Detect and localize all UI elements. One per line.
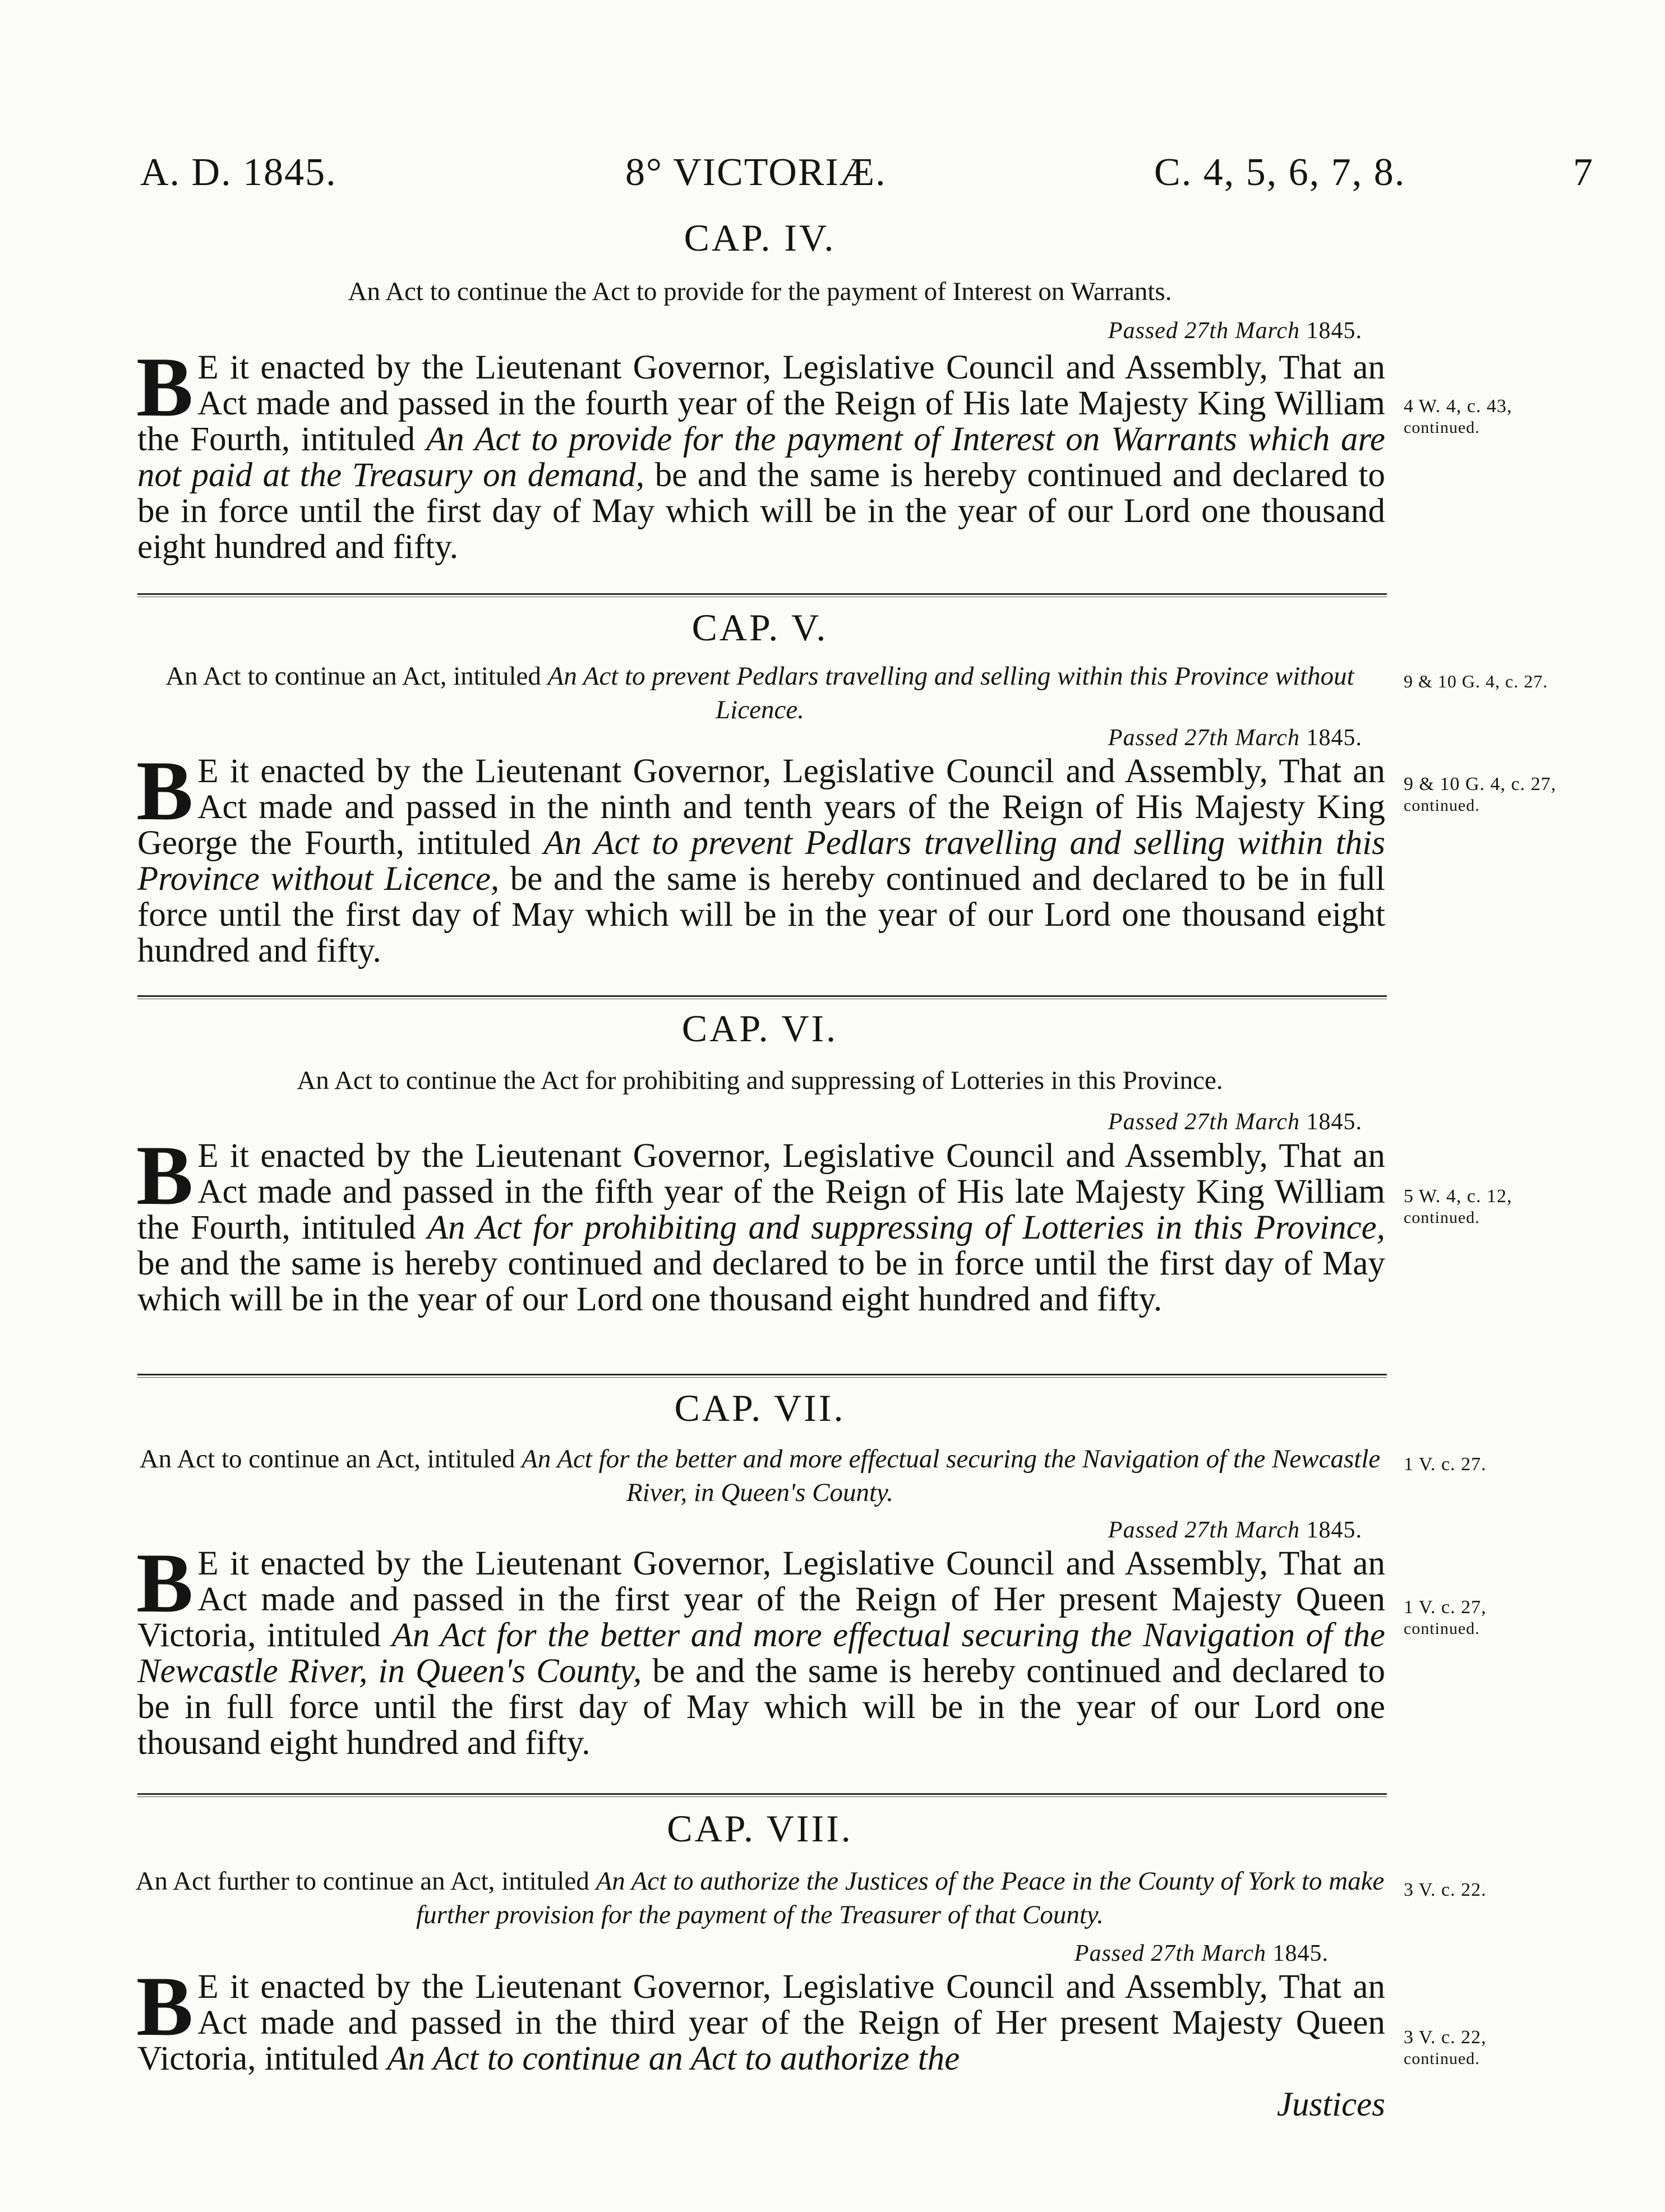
- act-title-cited-act: An Act to authorize the Justices of the Peace in the County of York to make further provision for the payment of the Treasurer of that County.: [416, 1867, 1385, 1929]
- act-body: [136, 744, 1385, 969]
- chapter-heading: CAP. V.: [691, 606, 828, 649]
- act-title-text: An Act to continue an Act, intituled: [139, 1444, 522, 1474]
- act-title: [129, 275, 1391, 308]
- chapter-heading: CAP. VII.: [674, 1387, 846, 1429]
- margin-note-status: continued.: [1404, 2049, 1480, 2068]
- act-body: [136, 1536, 1385, 1762]
- body-cited-act: An Act to provide for the payment of Interest on Warrants which are not paid at the Treasury on demand,: [137, 421, 1385, 494]
- margin-note-citation: 9 & 10 G. 4, c. 27,: [1404, 774, 1557, 795]
- title-margin-note: 9 & 10 G. 4, c. 27.: [1404, 671, 1548, 691]
- margin-note: [1404, 2027, 1487, 2070]
- passed-year: 1845.: [1306, 1109, 1362, 1135]
- drop-cap: B: [136, 744, 191, 838]
- act-title: [129, 1442, 1391, 1509]
- margin-note: [1404, 1597, 1487, 1640]
- act-title: [129, 659, 1391, 727]
- margin-note-citation: 5 W. 4, c. 12,: [1404, 1186, 1512, 1207]
- body-text-1: E it enacted by the Lieutenant Governor, Legislative Council and Assembly, That an Act made and passed in the third year of the Reign of Her present Majesty Queen Victoria, intituled: [137, 1968, 1385, 2077]
- drop-cap: B: [136, 1128, 191, 1222]
- body-cited-act: An Act for prohibiting and suppressing of Lotteries in this Province,: [427, 1209, 1385, 1246]
- body-text-1: E it enacted by the Lieutenant Governor, Legislative Council and Assembly, That an Act made and passed in the first year of the Reign of Her present Majesty Queen Victoria, intituled: [137, 1545, 1385, 1654]
- drop-cap: B: [136, 1536, 191, 1630]
- passed-year: 1845.: [1272, 1941, 1329, 1966]
- body-cited-act: An Act for the better and more effectual securing the Navigation of the Newcastle River, in Queen's County,: [137, 1617, 1385, 1690]
- act-title-text: An Act to continue the Act to provide for the payment of Interest on Warrants.: [348, 277, 1172, 306]
- act-body: [136, 1128, 1385, 1318]
- act-title-text: An Act further to continue an Act, intituled: [135, 1867, 596, 1896]
- body-cited-act: An Act to continue an Act to authorize the: [387, 2040, 960, 2077]
- passed-year: 1845.: [1306, 1517, 1362, 1543]
- section-divider: [137, 1374, 1387, 1378]
- section-divider: [137, 995, 1387, 999]
- passed-date: [1074, 1940, 1329, 1967]
- act-title-cited-act: An Act for the better and more effectual securing the Navigation of the Newcastle River, in Queen's County.: [522, 1444, 1381, 1507]
- body-text-2: be and the same is hereby continued and declared to be in full force until the first day of May which will be in the year of our Lord one thousand eight hundred and fifty.: [137, 1652, 1385, 1762]
- body-cited-act: An Act to prevent Pedlars travelling and selling within this Province without Licence,: [137, 824, 1385, 898]
- margin-note: [1404, 774, 1556, 816]
- passed-label: Passed 27th March: [1108, 1109, 1300, 1135]
- margin-note-status: continued.: [1404, 1208, 1480, 1227]
- title-margin-note: 3 V. c. 22.: [1404, 1879, 1487, 1900]
- section-divider: [137, 1793, 1387, 1797]
- body-text-2: be and the same is hereby continued and declared to be in force until the first day of May which will be in the year of our Lord one thousand eight hundred and fifty.: [137, 1245, 1385, 1318]
- page-number: 7: [1573, 151, 1594, 194]
- passed-date: [1108, 1517, 1362, 1544]
- act-title-text: An Act to continue the Act for prohibiting and suppressing of Lotteries in this Province.: [297, 1066, 1223, 1095]
- passed-label: Passed 27th March: [1108, 725, 1300, 751]
- margin-note-status: continued.: [1404, 418, 1480, 437]
- chapter-heading: CAP. IV.: [684, 216, 836, 259]
- act-title-cited-act: An Act to prevent Pedlars travelling and selling within this Province without Licence.: [547, 662, 1354, 724]
- catchword: Justices: [1276, 2086, 1385, 2123]
- act-title: [129, 1064, 1391, 1097]
- running-header-date: A. D. 1845.: [140, 151, 337, 194]
- margin-note: [1404, 396, 1512, 438]
- passed-date: [1108, 724, 1362, 751]
- running-header-regnal-year: 8° VICTORIÆ.: [625, 151, 887, 194]
- body-text-1: E it enacted by the Lieutenant Governor, Legislative Council and Assembly, That an Act made and passed in the fifth year of the Reign of His late Majesty King William the Fourth, intituled: [137, 1137, 1385, 1246]
- margin-note-citation: 4 W. 4, c. 43,: [1404, 396, 1512, 417]
- chapter-heading: CAP. VIII.: [667, 1807, 853, 1850]
- section-divider: [137, 593, 1387, 597]
- passed-year: 1845.: [1306, 725, 1362, 751]
- body-text-1: E it enacted by the Lieutenant Governor, Legislative Council and Assembly, That an Act made and passed in the fourth year of the Reign of His late Majesty King William the Fourth, intituled: [137, 349, 1385, 458]
- margin-note-citation: 1 V. c. 27,: [1404, 1597, 1487, 1618]
- title-margin-note: 1 V. c. 27.: [1404, 1454, 1487, 1475]
- margin-note: [1404, 1186, 1512, 1229]
- passed-date: [1108, 317, 1362, 344]
- passed-label: Passed 27th March: [1108, 1517, 1300, 1543]
- drop-cap: B: [136, 1959, 191, 2053]
- body-text-1: E it enacted by the Lieutenant Governor, Legislative Council and Assembly, That an Act made and passed in the ninth and tenth years of the Reign of His Majesty King George the Fourth, intituled: [137, 752, 1385, 862]
- act-body: [136, 340, 1385, 566]
- running-header-chapters: C. 4, 5, 6, 7, 8.: [1154, 151, 1406, 194]
- passed-year: 1845.: [1306, 318, 1362, 344]
- passed-label: Passed 27th March: [1108, 318, 1300, 344]
- act-body: [136, 1959, 1385, 2077]
- passed-date: [1108, 1109, 1362, 1135]
- chapter-heading: CAP. VI.: [681, 1007, 838, 1050]
- body-text-2: be and the same is hereby continued and declared to be in full force until the first day of May which will be in the year of our Lord one thousand eight hundred and fifty.: [137, 860, 1385, 969]
- drop-cap: B: [136, 340, 191, 434]
- passed-label: Passed 27th March: [1074, 1941, 1266, 1966]
- margin-note-status: continued.: [1404, 1619, 1480, 1638]
- margin-note-status: continued.: [1404, 796, 1480, 815]
- act-title-text: An Act to continue an Act, intituled: [165, 662, 548, 691]
- body-text-2: be and the same is hereby continued and declared to be in force until the first day of May which will be in the year of our Lord one thousand eight hundred and fifty.: [137, 456, 1385, 566]
- margin-note-citation: 3 V. c. 22,: [1404, 2027, 1487, 2048]
- act-title: [129, 1864, 1391, 1932]
